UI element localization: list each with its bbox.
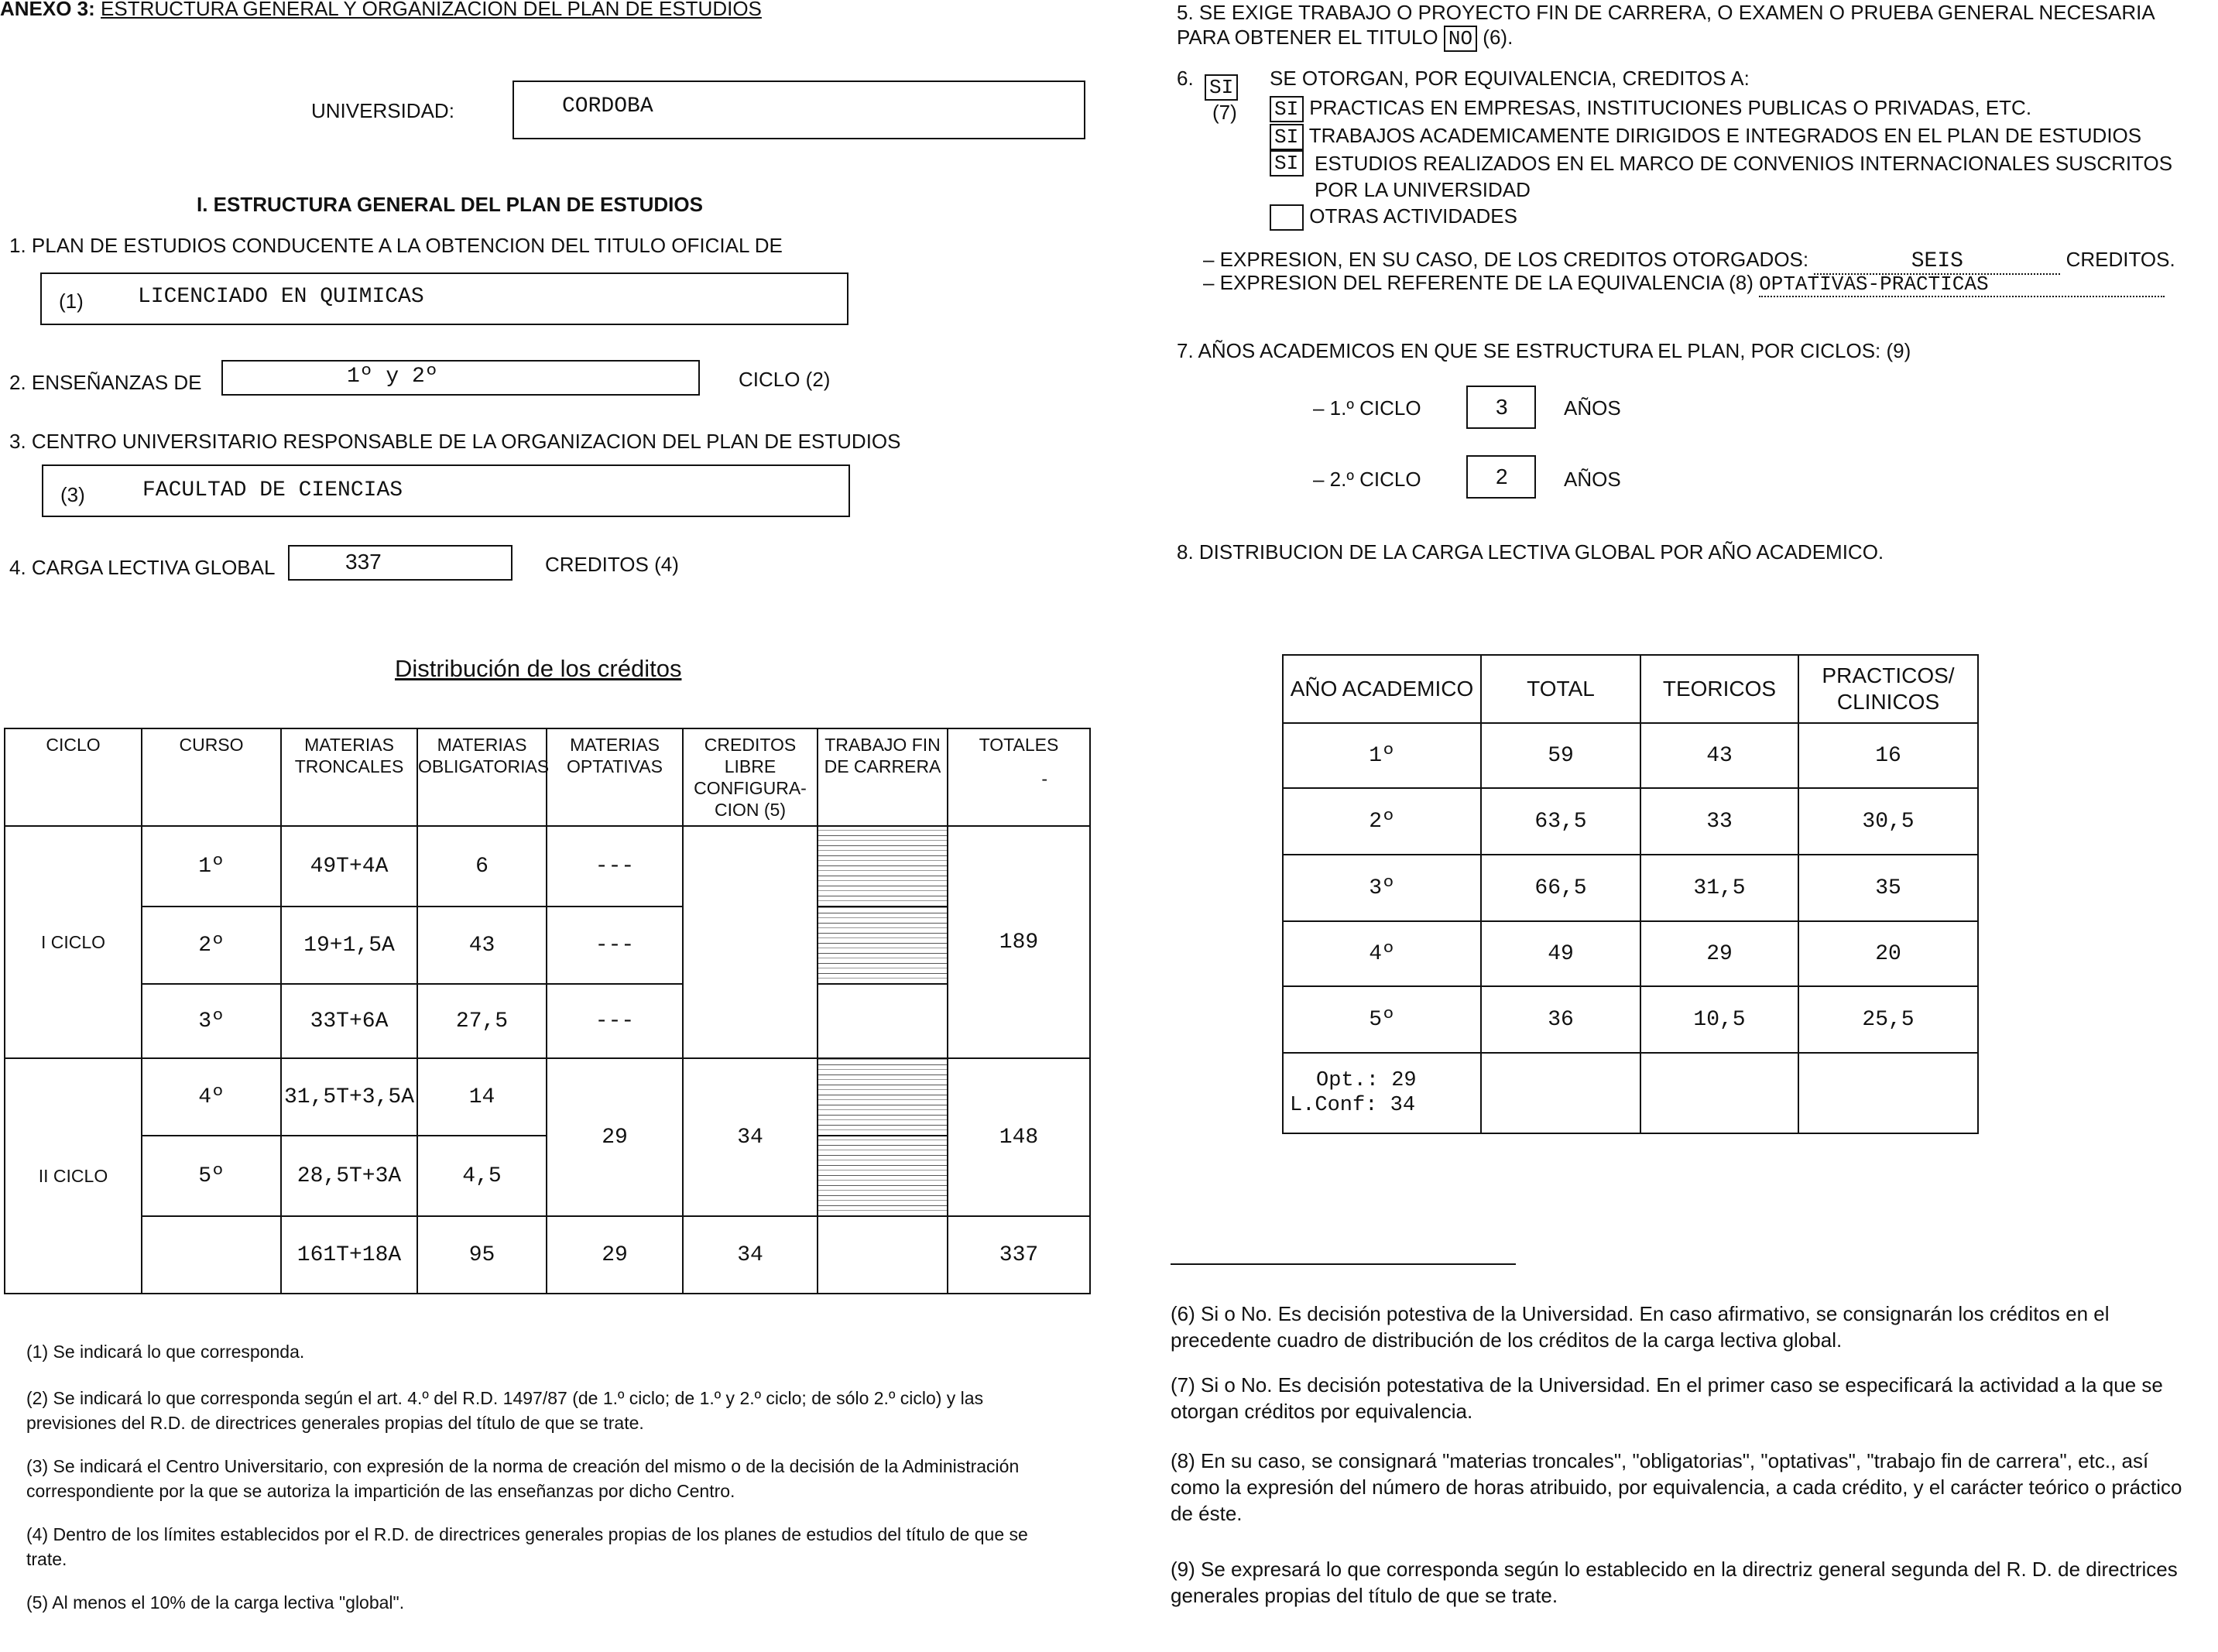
obligatorias-cell: 14 (417, 1058, 547, 1136)
trabajo-fin-cell (818, 826, 948, 907)
expr2-value: OPTATIVAS-PRACTICAS (1759, 272, 2165, 297)
table-header-row (5, 728, 1090, 826)
ensenanzas-value: 1º y 2º (347, 365, 438, 389)
table-row (5, 1058, 1090, 1136)
footnote-5: (5) Al menos el 10% de la carga lectiva "global". (26, 1592, 405, 1613)
universidad-value: CORDOBA (562, 94, 653, 118)
footnote-2: (2) Se indicará lo que corresponda según el art. 4.º del R.D. 1497/87 (de 1.º ciclo; de 1.º y 2.º ciclo; de sólo 2.º ciclo) y las previsiones del R.D. de directrices generales propias del título de que se trate. (26, 1388, 984, 1433)
col-header-totales-label: TOTALES (979, 735, 1059, 755)
item6-label: SE OTORGAN, POR EQUIVALENCIA, CREDITOS A: (1270, 67, 1750, 90)
item6-options (1270, 94, 2199, 231)
col-header: CURSO (142, 728, 281, 826)
curso-cell: 3º (142, 984, 281, 1058)
totals-row (5, 1216, 1090, 1294)
footnote-3: (3) Se indicará el Centro Universitario, con expresión de la norma de creación del mismo o de la decisión de la Administración correspondiente por la que se autoriza la impartición de las enseñanzas por dicho Centro. (26, 1456, 1020, 1501)
col-header: TRABAJO FIN DE CARRERA (818, 728, 948, 826)
centro-field (42, 464, 850, 517)
optativas-total: 29 (547, 1216, 683, 1294)
table-row (1283, 855, 1978, 921)
col-header: MATERIAS TRONCALES (281, 728, 417, 826)
item5 (1177, 0, 2199, 52)
practicos-cell: 30,5 (1798, 788, 1978, 855)
extra-libre: L.Conf: 34 (1290, 1094, 1416, 1117)
table-row (1283, 723, 1978, 788)
total-ciclo-2: 148 (948, 1058, 1090, 1216)
teoricos-cell: 31,5 (1640, 855, 1798, 921)
option-text: TRABAJOS ACADEMICAMENTE DIRIGIDOS E INTEGRADOS EN EL PLAN DE ESTUDIOS (1308, 124, 2142, 147)
header-dash: - (1041, 769, 1047, 789)
ciclo1-label: – 1.º CICLO (1313, 396, 1421, 420)
practicos-cell: 16 (1798, 723, 1978, 788)
total-cell: 63,5 (1481, 788, 1640, 855)
obligatorias-cell: 6 (417, 826, 547, 907)
footnote-7: (7) Si o No. Es decisión potestativa de la Universidad. En el primer caso se especificará la actividad a la que se otorgan créditos por equivalencia. (1171, 1373, 2163, 1423)
col-header: MATERIAS OBLIGATORIAS (417, 728, 547, 826)
item4-label: 4. CARGA LECTIVA GLOBAL (9, 556, 276, 579)
troncales-cell: 19+1,5A (281, 907, 417, 984)
item1-note: (1) (59, 290, 84, 313)
expr2 (1203, 271, 2165, 297)
col-header: CREDITOS LIBRE CONFIGURA- CION (5) (683, 728, 818, 826)
expr1-label: – EXPRESION, EN SU CASO, DE LOS CREDITOS OTORGADOS: (1203, 248, 1809, 271)
expr2-label: – EXPRESION DEL REFERENTE DE LA EQUIVALENCIA (8) (1203, 271, 1753, 294)
item5-text: 5. SE EXIGE TRABAJO O PROYECTO FIN DE CARRERA, O EXAMEN O PRUEBA GENERAL NECESARIA PARA OBTENER EL TITULO (1177, 1, 2155, 49)
table-header-row (1283, 655, 1978, 723)
teoricos-cell: 43 (1640, 723, 1798, 788)
table-row (1283, 921, 1978, 986)
item8-label: 8. DISTRIBUCION DE LA CARGA LECTIVA GLOBAL POR AÑO ACADEMICO. (1177, 540, 1884, 564)
ciclo-1-cell: I CICLO (5, 826, 142, 1058)
option-text: OTRAS ACTIVIDADES (1309, 204, 1517, 228)
extra-row (1283, 1053, 1978, 1133)
universidad-label: UNIVERSIDAD: (311, 99, 454, 122)
total-cell: 36 (1481, 986, 1640, 1053)
annex-header (0, 0, 762, 21)
ensenanzas-field (221, 360, 700, 396)
option-check: SI (1270, 150, 1304, 177)
col-header: CICLO (5, 728, 142, 826)
footnote-1: (1) Se indicará lo que corresponda. (26, 1342, 305, 1362)
item6-number: 6. (1177, 67, 1194, 90)
table-row (5, 826, 1090, 907)
practicos-cell: 25,5 (1798, 986, 1978, 1053)
teoricos-cell: 10,5 (1640, 986, 1798, 1053)
troncales-cell: 31,5T+3,5A (281, 1058, 417, 1136)
universidad-field (513, 81, 1085, 139)
table-row (1283, 986, 1978, 1053)
col-header-totales (948, 728, 1090, 826)
curso-total-cell (142, 1216, 281, 1294)
item6-check-value: SI (1205, 74, 1238, 101)
table-row (1283, 788, 1978, 855)
troncales-total: 161T+18A (281, 1216, 417, 1294)
curso-cell: 5º (142, 1136, 281, 1216)
total-cell: 66,5 (1481, 855, 1640, 921)
expr1-value: SEIS (1814, 249, 2060, 275)
total-ciclo-1: 189 (948, 826, 1090, 1058)
ciclo2-box (1466, 455, 1536, 499)
section-title: I. ESTRUCTURA GENERAL DEL PLAN DE ESTUDIOS (197, 193, 703, 216)
total-cell: 59 (1481, 723, 1640, 788)
table-row (5, 984, 1090, 1058)
annex-title: ESTRUCTURA GENERAL Y ORGANIZACION DEL PLAN DE ESTUDIOS (101, 0, 762, 20)
annex-label: ANEXO 3: (0, 0, 95, 20)
ciclo1-box (1466, 386, 1536, 429)
teoricos-cell: 29 (1640, 921, 1798, 986)
expr1-suffix: CREDITOS. (2065, 248, 2175, 271)
troncales-cell: 33T+6A (281, 984, 417, 1058)
item3-note: (3) (60, 483, 85, 506)
libre-total: 34 (683, 1216, 818, 1294)
empty-cell (1798, 1053, 1978, 1133)
obligatorias-cell: 27,5 (417, 984, 547, 1058)
item5-note: (6). (1483, 26, 1514, 49)
carga-anual-table (1282, 654, 1979, 1134)
trabajo-fin-cell (818, 1058, 948, 1136)
option-row (1270, 203, 2199, 231)
creditos-table (4, 728, 1091, 1294)
option-text: ESTUDIOS REALIZADOS EN EL MARCO DE CONVENIOS INTERNACIONALES SUSCRITOS POR LA UNIVERSIDAD (1315, 152, 2173, 201)
libre-ciclo-2: 34 (683, 1058, 818, 1216)
year-cell: 4º (1283, 921, 1481, 986)
col-header: MATERIAS OPTATIVAS (547, 728, 683, 826)
ciclo2-unit: AÑOS (1564, 468, 1621, 491)
item7-label: 7. AÑOS ACADEMICOS EN QUE SE ESTRUCTURA EL PLAN, POR CICLOS: (9) (1177, 339, 1911, 362)
year-cell: 2º (1283, 788, 1481, 855)
curso-cell: 1º (142, 826, 281, 907)
footnote-6: (6) Si o No. Es decisión potestiva de la Universidad. En caso afirmativo, se consignarán los créditos en el precedente cuadro de distribución de los créditos de la carga lectiva global. (1171, 1302, 2110, 1352)
carga-field (288, 545, 513, 581)
option-text: PRACTICAS EN EMPRESAS, INSTITUCIONES PUBLICAS O PRIVADAS, ETC. (1309, 96, 2032, 119)
year-cell: 3º (1283, 855, 1481, 921)
dist-title: Distribución de los créditos (395, 655, 682, 682)
footnote-divider (1171, 1263, 1516, 1265)
troncales-cell: 49T+4A (281, 826, 417, 907)
table-row (5, 907, 1090, 984)
grand-total: 337 (948, 1216, 1090, 1294)
trabajo-fin-cell (818, 984, 948, 1058)
practicos-cell: 35 (1798, 855, 1978, 921)
option-check: SI (1270, 96, 1304, 122)
item6-check (1205, 74, 1238, 101)
teoricos-cell: 33 (1640, 788, 1798, 855)
footnote-9: (9) Se expresará lo que corresponda según lo establecido en la directriz general segunda del R. D. de directrices generales propias del título de que se trate. (1171, 1558, 2178, 1607)
trabajo-fin-total (818, 1216, 948, 1294)
option-check-empty (1270, 204, 1304, 231)
titulo-value: LICENCIADO EN QUIMICAS (138, 285, 424, 309)
empty-cell (1481, 1053, 1640, 1133)
ciclo-2-cell: II CICLO (5, 1058, 142, 1294)
footnote-8: (8) En su caso, se consignará "materias troncales", "obligatorias", "optativas", "trabajo fin de carrera", etc., así como la expresión del número de horas atribuido, por equivalencia, a cada crédito, y el carácter teórico o práctico de éste. (1171, 1449, 2182, 1525)
extra-optativas: Opt.: 29 (1316, 1069, 1417, 1092)
col-header: TOTAL (1481, 655, 1640, 723)
centro-value: FACULTAD DE CIENCIAS (142, 478, 403, 502)
optativas-cell: --- (547, 907, 683, 984)
col-header: TEORICOS (1640, 655, 1798, 723)
item3-label: 3. CENTRO UNIVERSITARIO RESPONSABLE DE LA ORGANIZACION DEL PLAN DE ESTUDIOS (9, 430, 901, 453)
year-cell: 1º (1283, 723, 1481, 788)
extra-cell (1283, 1053, 1481, 1133)
obligatorias-cell: 4,5 (417, 1136, 547, 1216)
item4-suffix: CREDITOS (4) (545, 553, 679, 576)
option-check: SI (1270, 124, 1304, 150)
item2-label: 2. ENSEÑANZAS DE (9, 371, 202, 394)
optativas-cell: --- (547, 984, 683, 1058)
obligatorias-cell: 43 (417, 907, 547, 984)
item1-label: 1. PLAN DE ESTUDIOS CONDUCENTE A LA OBTENCION DEL TITULO OFICIAL DE (9, 234, 783, 257)
obligatorias-total: 95 (417, 1216, 547, 1294)
item6-note: (7) (1212, 101, 1237, 124)
titulo-field (40, 272, 848, 325)
option-row (1270, 150, 2199, 203)
empty-cell (1640, 1053, 1798, 1133)
item5-check: NO (1444, 26, 1477, 52)
col-header: AÑO ACADEMICO (1283, 655, 1481, 723)
carga-value: 337 (345, 550, 382, 574)
item2-suffix: CICLO (2) (739, 368, 831, 391)
col-header: PRACTICOS/ CLINICOS (1798, 655, 1978, 723)
ciclo2-years: 2 (1496, 464, 1508, 488)
optativas-ciclo-2: 29 (547, 1058, 683, 1216)
ciclo2-label: – 2.º CICLO (1313, 468, 1421, 491)
trabajo-fin-cell (818, 1136, 948, 1216)
optativas-cell: --- (547, 826, 683, 907)
option-row (1270, 94, 2199, 122)
practicos-cell: 20 (1798, 921, 1978, 986)
curso-cell: 2º (142, 907, 281, 984)
option-row (1270, 122, 2199, 150)
trabajo-fin-cell (818, 907, 948, 984)
troncales-cell: 28,5T+3A (281, 1136, 417, 1216)
footnote-4: (4) Dentro de los límites establecidos por el R.D. de directrices generales propias de los planes de estudios del título de que se trate. (26, 1524, 1028, 1569)
ciclo1-years: 3 (1496, 395, 1508, 419)
ciclo1-unit: AÑOS (1564, 396, 1621, 420)
curso-cell: 4º (142, 1058, 281, 1136)
libre-cell-ciclo1 (683, 826, 818, 1058)
total-cell: 49 (1481, 921, 1640, 986)
year-cell: 5º (1283, 986, 1481, 1053)
